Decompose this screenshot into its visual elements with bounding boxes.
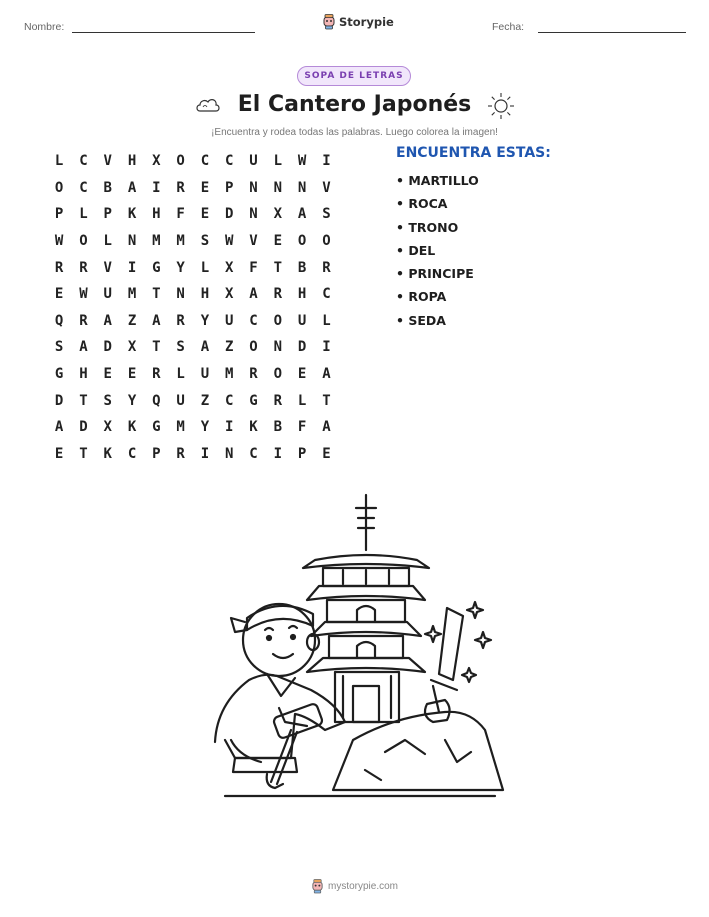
grid-letter[interactable]: A [322, 366, 331, 383]
grid-letter[interactable]: U [103, 286, 112, 303]
brand-logo [322, 14, 394, 30]
grid-letter[interactable]: H [200, 286, 210, 303]
grid-letter[interactable]: V [322, 179, 331, 196]
grid-letter[interactable]: M [127, 286, 137, 303]
grid-letter[interactable]: E [54, 445, 64, 462]
grid-letter[interactable]: Q [152, 392, 161, 409]
word-list-item: • ROCA [396, 196, 448, 212]
grid-letter[interactable]: S [176, 339, 185, 356]
grid-letter[interactable]: T [273, 259, 283, 276]
grid-letter[interactable]: C [79, 179, 88, 196]
grid-letter[interactable]: R [152, 366, 161, 383]
grid-letter[interactable]: Q [54, 312, 64, 329]
grid-letter[interactable]: G [249, 392, 258, 409]
grid-letter[interactable]: G [152, 259, 161, 276]
grid-letter[interactable]: W [79, 286, 88, 303]
grid-letter[interactable]: E [200, 179, 210, 196]
name-line[interactable] [72, 32, 255, 33]
grid-letter[interactable]: Z [225, 339, 234, 356]
grid-letter[interactable]: A [297, 206, 307, 223]
grid-letter[interactable]: N [273, 179, 283, 196]
grid-letter[interactable]: K [127, 419, 137, 436]
grid-letter[interactable]: D [54, 392, 64, 409]
name-label: Nombre: [24, 21, 65, 33]
word-search-grid [47, 148, 339, 467]
grid-letter[interactable]: Y [127, 392, 137, 409]
grid-letter[interactable]: T [79, 445, 88, 462]
grid-row [47, 361, 339, 388]
grid-letter[interactable]: B [273, 419, 283, 436]
grid-letter[interactable]: X [103, 419, 112, 436]
grid-letter[interactable]: W [225, 233, 234, 250]
grid-letter[interactable]: H [152, 206, 161, 223]
storypie-mascot-icon [311, 879, 324, 894]
grid-letter[interactable]: D [225, 206, 234, 223]
brand-name: Storypie [339, 15, 394, 29]
grid-letter[interactable]: F [297, 419, 307, 436]
grid-letter[interactable]: G [54, 366, 64, 383]
grid-letter[interactable]: S [322, 206, 331, 223]
grid-letter[interactable]: A [249, 286, 258, 303]
stonecutter-illustration [195, 490, 515, 810]
grid-letter[interactable]: L [79, 206, 88, 223]
grid-letter[interactable]: L [54, 153, 64, 170]
word-list [396, 171, 479, 334]
grid-letter[interactable]: E [127, 366, 137, 383]
grid-letter[interactable]: A [322, 419, 331, 436]
grid-letter[interactable]: O [54, 179, 64, 196]
grid-letter[interactable]: M [176, 419, 185, 436]
grid-letter[interactable]: C [225, 392, 234, 409]
grid-letter[interactable]: I [127, 259, 137, 276]
word-list-item: • TRONO [396, 219, 459, 235]
grid-letter[interactable]: R [79, 312, 88, 329]
grid-letter[interactable]: L [103, 233, 112, 250]
grid-letter[interactable]: L [176, 366, 185, 383]
instructions: ¡Encuentra y rodea todas las palabras. Luego colorea la imagen! [211, 127, 498, 138]
grid-letter[interactable]: R [322, 259, 331, 276]
grid-letter[interactable]: R [79, 259, 88, 276]
grid-letter[interactable]: E [200, 206, 210, 223]
grid-letter[interactable]: I [200, 445, 210, 462]
grid-letter[interactable]: Y [176, 259, 185, 276]
grid-letter[interactable]: N [249, 206, 258, 223]
grid-letter[interactable]: C [127, 445, 137, 462]
grid-letter[interactable]: K [103, 445, 112, 462]
word-list-item: • SEDA [396, 312, 446, 328]
grid-letter[interactable]: X [225, 286, 234, 303]
grid-letter[interactable]: A [103, 312, 112, 329]
grid-letter[interactable]: X [152, 153, 161, 170]
grid-letter[interactable]: E [297, 366, 307, 383]
grid-letter[interactable]: R [273, 286, 283, 303]
grid-letter[interactable]: K [127, 206, 137, 223]
grid-letter[interactable]: L [200, 259, 210, 276]
grid-letter[interactable]: F [176, 206, 185, 223]
word-list-item: • DEL [396, 242, 436, 258]
grid-letter[interactable]: U [176, 392, 185, 409]
grid-letter[interactable]: T [79, 392, 88, 409]
grid-letter[interactable]: O [297, 233, 307, 250]
footer [0, 879, 709, 894]
grid-letter[interactable]: I [322, 339, 331, 356]
grid-letter[interactable]: P [297, 445, 307, 462]
grid-letter[interactable]: U [297, 312, 307, 329]
grid-letter[interactable]: C [200, 153, 210, 170]
grid-letter[interactable]: N [297, 179, 307, 196]
grid-letter[interactable]: H [297, 286, 307, 303]
grid-row [47, 281, 339, 308]
grid-letter[interactable]: O [79, 233, 88, 250]
grid-letter[interactable]: W [297, 153, 307, 170]
grid-row [47, 201, 339, 228]
grid-letter[interactable]: I [152, 179, 161, 196]
grid-letter[interactable]: N [249, 179, 258, 196]
grid-letter[interactable]: I [273, 445, 283, 462]
grid-row [47, 175, 339, 202]
grid-letter[interactable]: S [200, 233, 210, 250]
grid-row [47, 228, 339, 255]
grid-letter[interactable]: U [249, 153, 258, 170]
grid-letter[interactable]: A [152, 312, 161, 329]
grid-letter[interactable]: G [152, 419, 161, 436]
grid-letter[interactable]: E [54, 286, 64, 303]
grid-letter[interactable]: D [103, 339, 112, 356]
date-label: Fecha: [492, 21, 525, 33]
grid-letter[interactable]: D [79, 419, 88, 436]
grid-letter[interactable]: N [225, 445, 234, 462]
grid-letter[interactable]: N [176, 286, 185, 303]
grid-letter[interactable]: L [273, 153, 283, 170]
grid-letter[interactable]: S [54, 339, 64, 356]
grid-letter[interactable]: O [322, 233, 331, 250]
grid-letter[interactable]: Y [200, 312, 210, 329]
grid-letter[interactable]: E [322, 445, 331, 462]
grid-letter[interactable]: A [79, 339, 88, 356]
grid-letter[interactable]: R [273, 392, 283, 409]
grid-letter[interactable]: U [200, 366, 210, 383]
grid-letter[interactable]: E [103, 366, 112, 383]
grid-letter[interactable]: R [249, 366, 258, 383]
grid-letter[interactable]: F [249, 259, 258, 276]
grid-letter[interactable]: D [297, 339, 307, 356]
grid-letter[interactable]: T [322, 392, 331, 409]
grid-letter[interactable]: O [249, 339, 258, 356]
grid-letter[interactable]: V [249, 233, 258, 250]
grid-letter[interactable]: A [127, 179, 137, 196]
grid-letter[interactable]: C [225, 153, 234, 170]
grid-letter[interactable]: O [176, 153, 185, 170]
grid-letter[interactable]: W [54, 233, 64, 250]
grid-letter[interactable]: T [152, 286, 161, 303]
grid-letter[interactable]: C [249, 312, 258, 329]
grid-letter[interactable]: O [273, 366, 283, 383]
grid-letter[interactable]: B [297, 259, 307, 276]
grid-letter[interactable]: C [322, 286, 331, 303]
grid-letter[interactable]: P [54, 206, 64, 223]
grid-row [47, 414, 339, 441]
grid-letter[interactable]: C [79, 153, 88, 170]
grid-letter[interactable]: H [127, 153, 137, 170]
word-list-item: • ROPA [396, 289, 447, 305]
grid-letter[interactable]: M [176, 233, 185, 250]
grid-letter[interactable]: R [176, 445, 185, 462]
grid-letter[interactable]: O [273, 312, 283, 329]
grid-letter[interactable]: A [200, 339, 210, 356]
grid-row [47, 334, 339, 361]
grid-letter[interactable]: I [322, 153, 331, 170]
grid-letter[interactable]: L [297, 392, 307, 409]
grid-letter[interactable]: Y [200, 419, 210, 436]
grid-letter[interactable]: P [103, 206, 112, 223]
grid-letter[interactable]: M [152, 233, 161, 250]
grid-letter[interactable]: Z [127, 312, 137, 329]
date-line[interactable] [538, 32, 686, 33]
grid-letter[interactable]: K [249, 419, 258, 436]
grid-letter[interactable]: T [152, 339, 161, 356]
grid-letter[interactable]: S [103, 392, 112, 409]
page-title: El Cantero Japonés [237, 92, 472, 117]
word-list-item: • MARTILLO [396, 173, 479, 188]
grid-letter[interactable]: Z [200, 392, 210, 409]
grid-letter[interactable]: U [225, 312, 234, 329]
grid-row [47, 387, 339, 414]
grid-letter[interactable]: X [225, 259, 234, 276]
grid-letter[interactable]: R [176, 179, 185, 196]
grid-letter[interactable]: I [225, 419, 234, 436]
grid-letter[interactable]: X [273, 206, 283, 223]
grid-letter[interactable]: E [273, 233, 283, 250]
grid-letter[interactable]: P [152, 445, 161, 462]
grid-letter[interactable]: H [79, 366, 88, 383]
grid-letter[interactable]: P [225, 179, 234, 196]
grid-letter[interactable]: X [127, 339, 137, 356]
grid-letter[interactable]: C [249, 445, 258, 462]
grid-letter[interactable]: M [225, 366, 234, 383]
grid-row [47, 308, 339, 335]
footer-url[interactable]: mystorypie.com [327, 881, 398, 892]
grid-letter[interactable]: N [127, 233, 137, 250]
activity-badge: SOPA DE LETRAS [297, 66, 411, 86]
grid-letter[interactable]: R [54, 259, 64, 276]
word-list-item: • PRINCIPE [396, 266, 474, 282]
grid-row [47, 148, 339, 175]
storypie-mascot-icon [322, 14, 336, 30]
grid-row [47, 441, 339, 468]
grid-letter[interactable]: V [103, 259, 112, 276]
grid-letter[interactable]: V [103, 153, 112, 170]
grid-letter[interactable]: L [322, 312, 331, 329]
words-heading: ENCUENTRA ESTAS: [396, 145, 551, 161]
grid-letter[interactable]: N [273, 339, 283, 356]
grid-letter[interactable]: A [54, 419, 64, 436]
grid-letter[interactable]: B [103, 179, 112, 196]
grid-letter[interactable]: R [176, 312, 185, 329]
grid-row [47, 254, 339, 281]
